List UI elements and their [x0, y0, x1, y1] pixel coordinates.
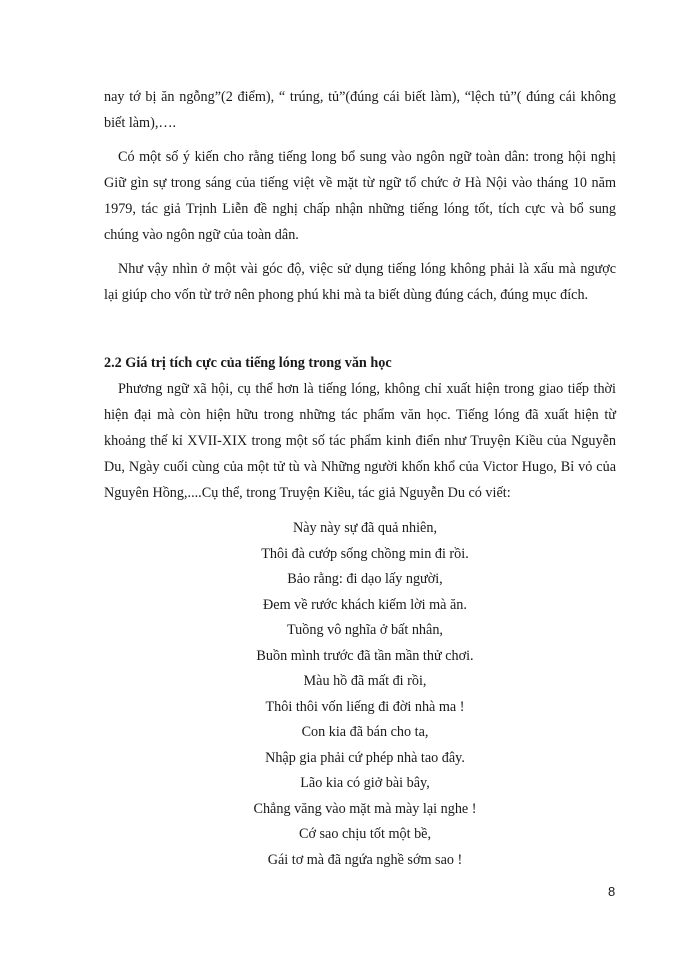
poem-line: Gái tơ mà đã ngứa nghề sớm sao !: [267, 851, 463, 868]
section-heading: 2.2 Giá trị tích cực của tiếng lóng trong văn học: [104, 355, 392, 371]
page-number: 8: [608, 884, 616, 899]
poem-block: [200, 516, 530, 873]
paragraph-conclusion: Như vậy nhìn ở một vài góc độ, việc sử dụng tiếng lóng không phải là xấu mà ngược lại giúp cho vốn từ trở nên phong phú khi mà ta biết dùng đúng cách, đúng mục đích.: [104, 261, 616, 303]
poem-line: Đem về rước khách kiếm lời mà ăn.: [263, 596, 467, 613]
poem-line: Bảo rằng: đi dạo lấy người,: [287, 571, 443, 587]
poem-line: Chẳng văng vào mặt mà mày lại nghe !: [253, 800, 477, 817]
poem-line: Thôi đà cướp sống chồng min đi rồi.: [261, 545, 469, 562]
poem-line: Thôi thôi vốn liếng đi đời nhà ma !: [265, 698, 465, 715]
poem-line: Nhập gia phải cứ phép nhà tao đây.: [265, 749, 465, 766]
poem-line: Buồn mình trước đã tần mần thử chơi.: [256, 647, 474, 664]
poem-line: Này này sự đã quả nhiên,: [292, 520, 437, 536]
poem-line: Cớ sao chịu tốt một bề,: [298, 826, 432, 842]
paragraph-opinion: Có một số ý kiến cho rằng tiếng long bổ sung vào ngôn ngữ toàn dân: trong hội nghị Giữ gìn sự trong sáng của tiếng việt về mặt từ ngữ tổ chức ở Hà Nội vào tháng 10 năm 1979, tác giả Trịnh Liễn đề nghị chấp nhận những tiếng lóng tốt, tích cực và bổ sung chúng vào ngôn ngữ của toàn dân.: [104, 149, 616, 243]
poem-line: Tuồng vô nghĩa ở bất nhân,: [287, 622, 443, 638]
poem-line: Lão kia có giở bài bây,: [300, 775, 430, 791]
paragraph-continuation: nay tớ bị ăn ngỗng”(2 điểm), “ trúng, tủ”(đúng cái biết làm), “lệch tủ”( đúng cái không biết làm),….: [104, 89, 616, 131]
paragraph-literature: Phương ngữ xã hội, cụ thể hơn là tiếng lóng, không chỉ xuất hiện trong giao tiếp thời hiện đại mà còn hiện hữu trong những tác phẩm văn học. Tiếng lóng đã xuất hiện từ khoảng thế kỉ XVII-XIX trong một số tác phẩm kinh điển như Truyện Kiều của Nguyễn Du, Ngày cuối cùng của một tử tù và Những người khốn khổ của Victor Hugo, Bỉ vỏ của Nguyên Hồng,....Cụ thể, trong Truyện Kiều, tác giả Nguyễn Du có viết:: [104, 381, 616, 501]
poem-line: Màu hồ đã mất đi rồi,: [303, 673, 427, 689]
poem-line: Con kia đã bán cho ta,: [301, 724, 429, 740]
